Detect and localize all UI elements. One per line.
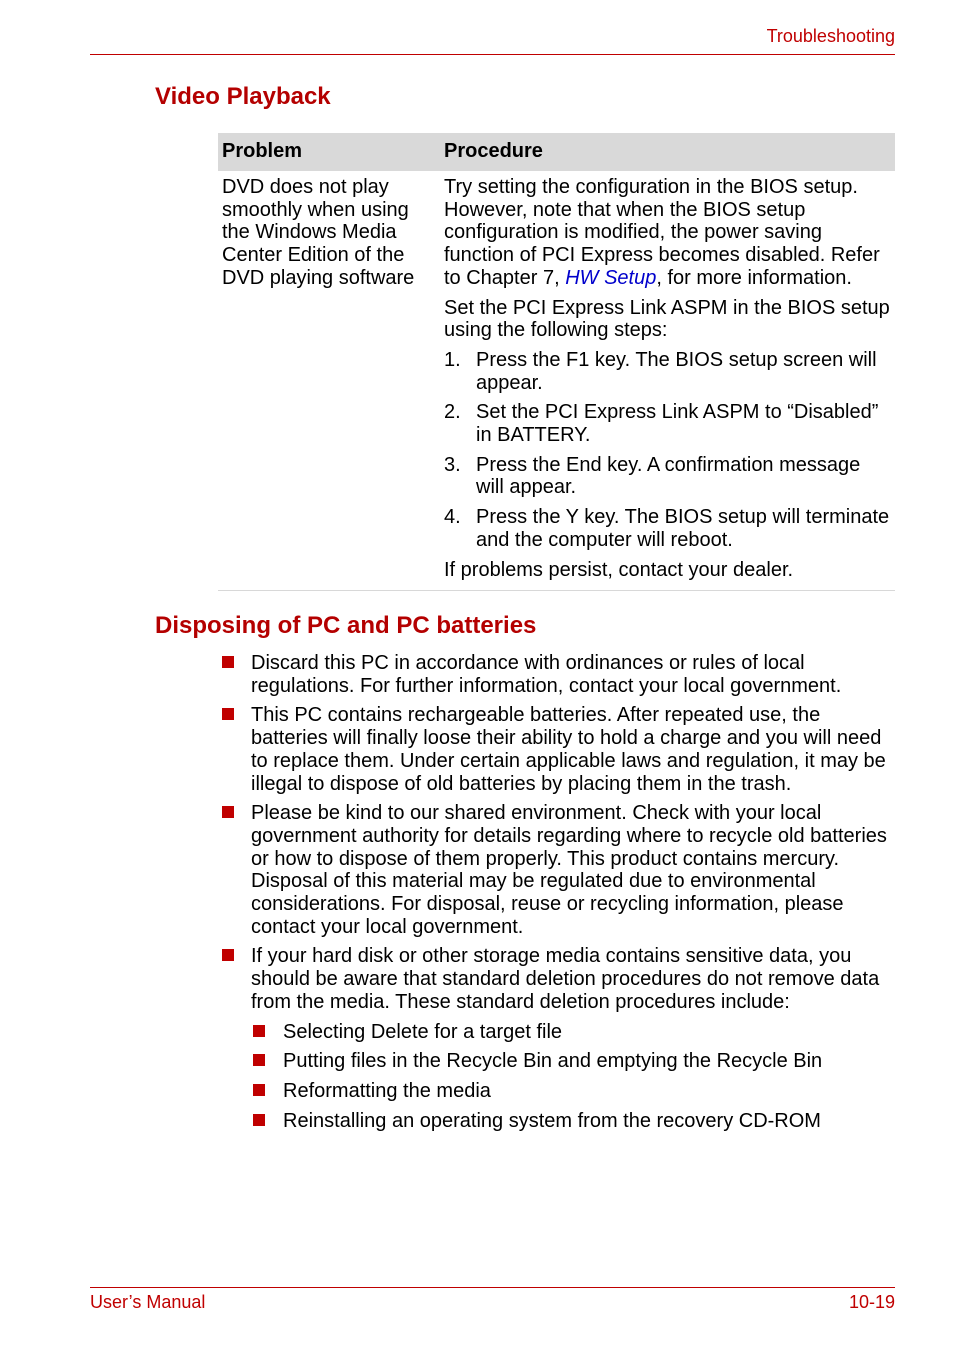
section-heading-disposing: Disposing of PC and PC batteries (155, 612, 537, 639)
hw-setup-link[interactable]: HW Setup (565, 266, 657, 289)
sub-bullet-text: Reinstalling an operating system from the recovery CD-ROM (283, 1109, 821, 1132)
square-bullet-icon (253, 1084, 265, 1096)
list-item (444, 454, 891, 499)
procedure-set-text: Set the PCI Express Link ASPM in the BIOS setup using the following steps: (444, 296, 890, 342)
step-text: Press the End key. A confirmation message will appear. (476, 453, 861, 499)
step-text: Press the F1 key. The BIOS setup screen will appear. (476, 348, 877, 394)
bullet-text: Discard this PC in accordance with ordinances or rules of local regulations. For further information, contact your local government. (251, 652, 842, 697)
list-item (220, 945, 895, 1132)
column-header-problem: Problem (218, 133, 440, 171)
page-number: 10-19 (848, 1292, 895, 1312)
footer-manual-title: User’s Manual (90, 1292, 206, 1312)
procedure-intro (444, 176, 891, 290)
running-header: Troubleshooting (766, 26, 895, 46)
list-item (251, 1110, 895, 1133)
list-item (220, 652, 895, 697)
list-item (251, 1021, 895, 1044)
sub-bullet-text: Reformatting the media (283, 1079, 491, 1102)
procedure-cell (440, 171, 895, 591)
list-item (251, 1050, 895, 1073)
square-bullet-icon (253, 1114, 265, 1126)
bullet-text: If your hard disk or other storage media contains sensitive data, you should be aware that standard deletion procedures do not remove data from the media. These standard deletion procedures include: (251, 945, 880, 1013)
square-bullet-icon (253, 1054, 265, 1066)
list-item (444, 506, 891, 551)
procedure-steps (444, 349, 891, 552)
table-row (218, 171, 895, 591)
square-bullet-icon (222, 708, 234, 720)
square-bullet-icon (253, 1025, 265, 1037)
deletion-procedures-list (251, 1021, 895, 1133)
step-number: 3. (444, 453, 461, 476)
list-item (251, 1080, 895, 1103)
procedure-intro-text: Try setting the configuration in the BIOS setup. However, note that when the BIOS setup configuration is modified, the power saving function of PCI Express becomes disabled. Refer to Chapter 7, (444, 176, 880, 289)
footer-rule (90, 1287, 895, 1288)
disposal-bullet-list (220, 652, 895, 1139)
step-number: 1. (444, 348, 461, 371)
procedure-intro-tail: , for more information. (656, 266, 852, 289)
square-bullet-icon (222, 806, 234, 818)
problem-cell: DVD does not play smoothly when using the Windows Media Center Edition of the DVD playing software (218, 171, 440, 591)
step-text: Press the Y key. The BIOS setup will terminate and the computer will reboot. (476, 506, 890, 551)
step-text: Set the PCI Express Link ASPM to “Disabled” in BATTERY. (476, 401, 879, 447)
section-heading-video-playback: Video Playback (155, 83, 331, 110)
step-number: 4. (444, 506, 461, 529)
column-header-procedure: Procedure (440, 133, 895, 171)
sub-bullet-text: Selecting Delete for a target file (283, 1020, 563, 1043)
procedure-end-text: If problems persist, contact your dealer. (444, 558, 794, 581)
table-header-row (218, 133, 895, 171)
list-item (444, 349, 891, 394)
square-bullet-icon (222, 656, 234, 668)
troubleshooting-table (218, 133, 895, 591)
bullet-text: Please be kind to our shared environment. Check with your local government authority for details regarding where to recycle old batteries or how to dispose of them properly. This product contains mercury. Disposal of this material may be regulated due to environmental considerations. For disposal, reuse or recycling information, please contact your local government. (251, 802, 887, 938)
list-item (220, 704, 895, 795)
square-bullet-icon (222, 949, 234, 961)
step-number: 2. (444, 401, 461, 424)
list-item (444, 401, 891, 446)
header-rule (90, 54, 895, 55)
list-item (220, 802, 895, 938)
sub-bullet-text: Putting files in the Recycle Bin and emptying the Recycle Bin (283, 1050, 823, 1073)
bullet-text: This PC contains rechargeable batteries. After repeated use, the batteries will finally loose their ability to hold a charge and you will need to replace them. Under certain applicable laws and regulation, it may be illegal to dispose of old batteries by placing them in the trash. (251, 704, 886, 795)
